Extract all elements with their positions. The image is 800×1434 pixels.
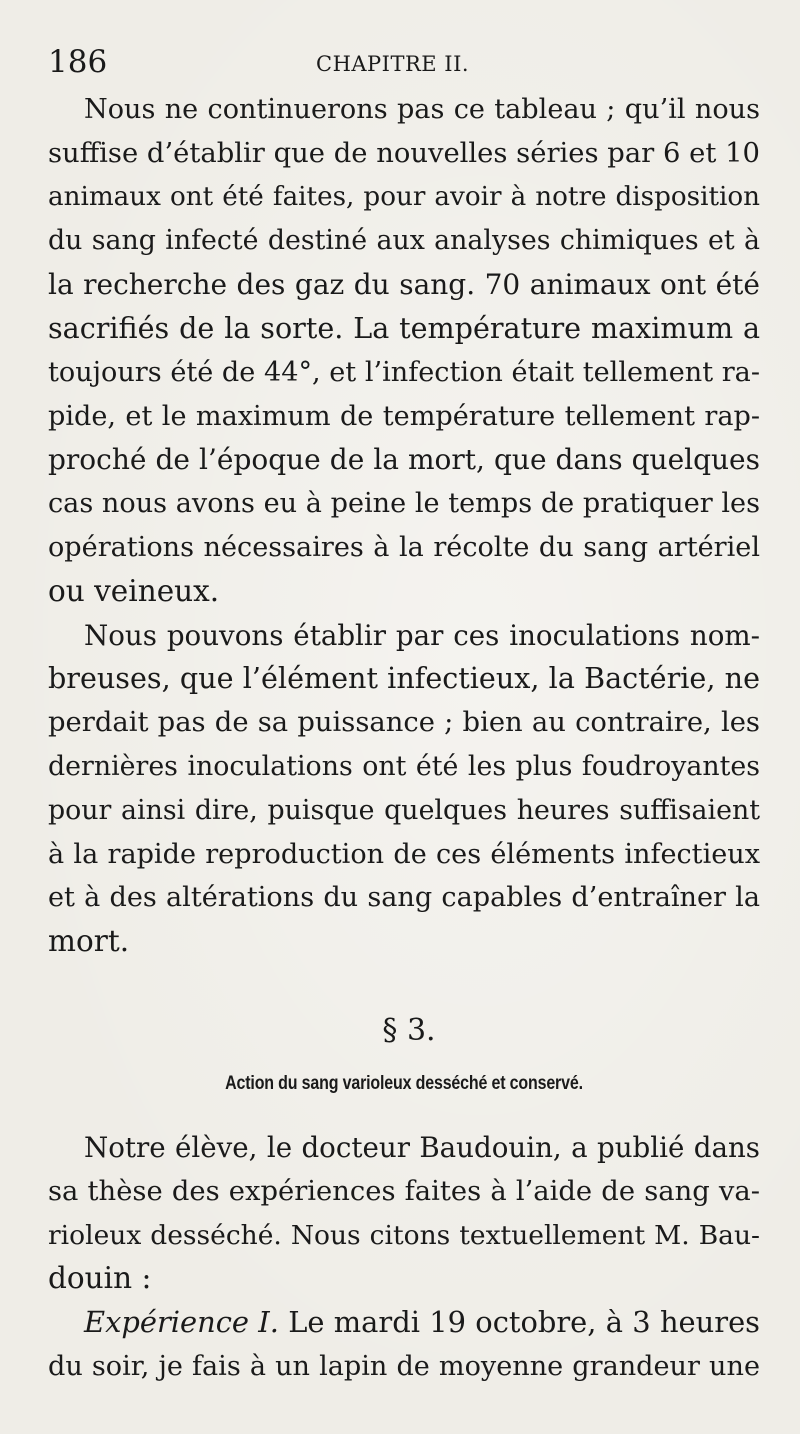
text-line: animaux ont été faites, pour avoir à notre disposition [48,181,760,212]
text-line: ou veineux. [48,573,220,608]
text-line: dernières inoculations ont été les plus foudroyantes [48,750,760,782]
text-line: Nous pouvons établir par ces inoculations nom- [84,618,760,652]
paragraph-1 [48,88,760,614]
text-line: du sang infecté destiné aux analyses chimiques et à [48,225,760,257]
text-line: perdait pas de sa puissance ; bien au contraire, les [48,707,760,739]
text-line: à la rapide reproduction de ces éléments infectieux [48,838,760,870]
text-line: breuses, que l’élément infectieux, la Bactérie, ne [48,661,760,696]
running-head: CHAPITRE II. [316,52,470,76]
text-line: et à des altérations du sang capables d’entraîner la [48,882,760,914]
text-line: pide, et le maximum de température tellement rap- [48,400,760,432]
paragraph-2 [48,614,760,964]
text-line: cas nous avons eu à peine le temps de pratiquer les [48,488,760,520]
page-number: 186 [48,44,108,80]
section-number: § 3. [382,1012,436,1048]
text-line: mort. [48,924,130,959]
paragraph-3 [48,1126,760,1301]
text-line: la recherche des gaz du sang. 70 animaux ont été [48,268,760,302]
text-line: suffise d’établir que de nouvelles séries par 6 et 10 [48,137,760,169]
page-header [48,44,760,78]
paragraph-4 [48,1301,760,1389]
text-line: pour ainsi dire, puisque quelques heures suffisaient [48,794,760,826]
body-text [48,88,760,1389]
text-line: proché de l’époque de la mort, que dans quelques [48,443,760,477]
text-line: toujours été de 44°, et l’infection était tellement ra- [48,356,760,388]
text-line: sa thèse des expériences faites à l’aide de sang va- [48,1175,760,1207]
text-line: rioleux desséché. Nous citons textuellement M. Bau- [48,1219,760,1251]
text-line: Nous ne continuerons pas ce tableau ; qu’il nous [84,94,760,125]
section-heading: Action du sang varioleux desséché et conservé. [225,1071,583,1094]
text-line: douin : [48,1261,152,1296]
text-line: sacrifiés de la sorte. La température maximum a [48,310,760,345]
text-fragment: Le mardi 19 octobre, à 3 heures [288,1305,760,1340]
experiment-label: Expérience I. [84,1305,279,1340]
text-line: opérations nécessaires à la récolte du sang artériel [48,531,760,563]
text-line: du soir, je fais à un lapin de moyenne grandeur une [48,1350,760,1382]
text-line: Notre élève, le docteur Baudouin, a publié dans [84,1130,760,1164]
experiment-line [48,1301,760,1345]
